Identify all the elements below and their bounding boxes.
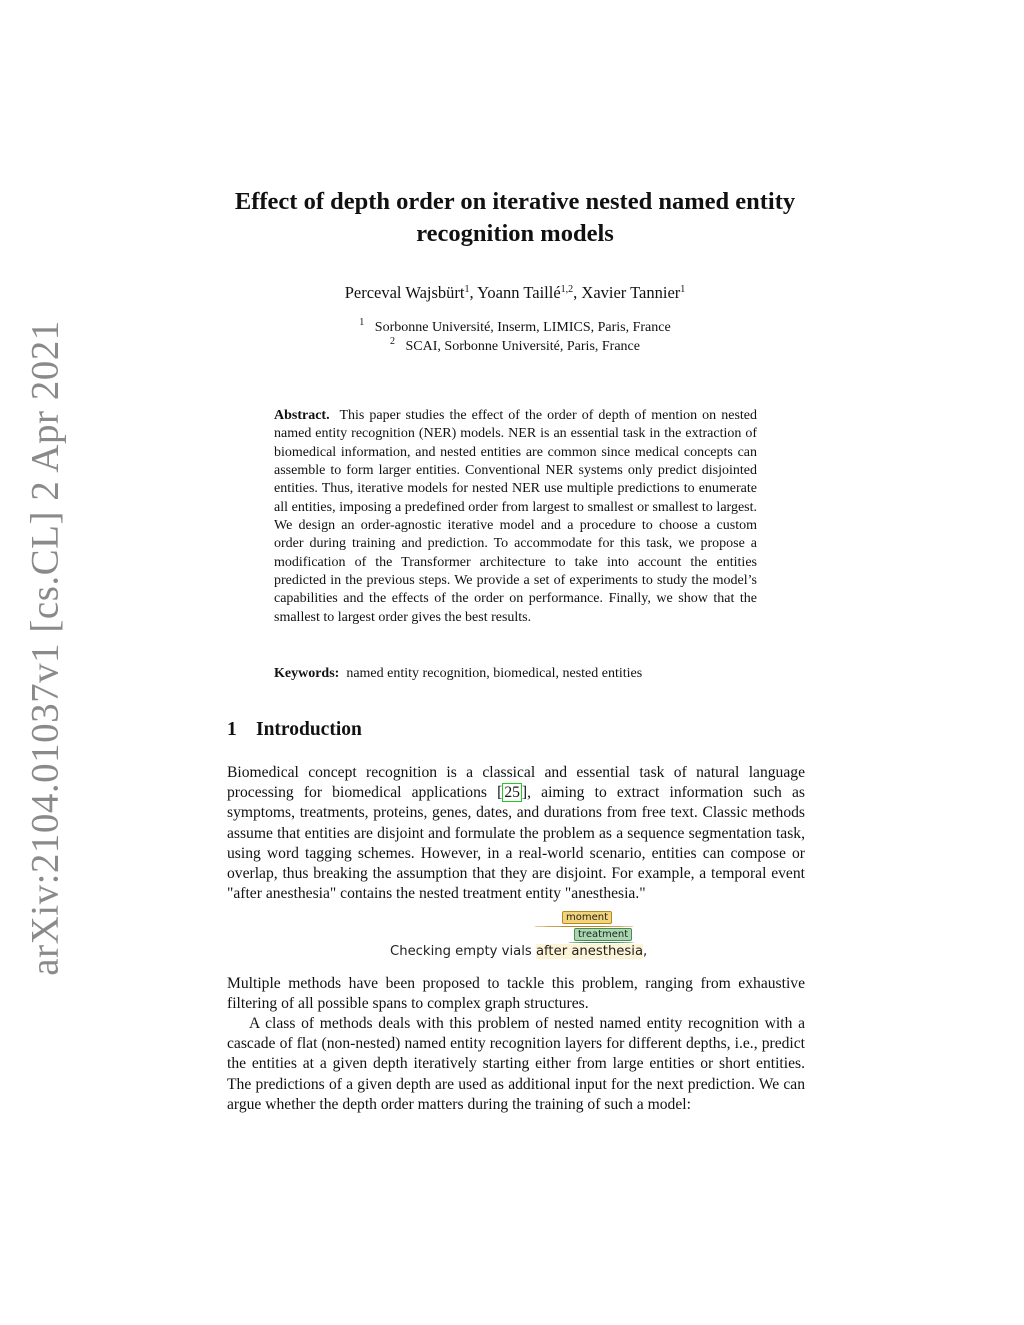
moment-span-bracket xyxy=(534,926,634,927)
citation-link[interactable]: 25 xyxy=(504,784,520,802)
affiliation-mark: 2 xyxy=(390,336,396,347)
arxiv-identifier: arXiv:2104.01037v1 [cs.CL] 2 Apr 2021 xyxy=(23,320,67,976)
intro-paragraph-1 xyxy=(227,763,805,904)
affiliation-marker: 1,2 xyxy=(560,284,574,295)
affiliation-2 xyxy=(200,337,830,356)
entity-annotation-figure xyxy=(388,906,648,966)
sentence-text: Checking empty vials xyxy=(390,944,536,959)
affiliation-marker: 1 xyxy=(680,284,686,295)
author-list xyxy=(200,282,830,304)
paper-title: Effect of depth order on iterative nested named entity recognition models xyxy=(234,188,796,247)
intro-paragraph-3: A class of methods deals with this problem of nested named entity recognition with a cascade of flat (non-nested) named entity recognition layers for different depths, i.e., predict the entities at a given depth iteratively starting either from large entities or short entities. The predictions of a given depth are used as additional input for the next prediction. We can argue whether the depth order matters during the training of such a model: xyxy=(227,1015,805,1113)
affiliation-mark: 1 xyxy=(359,317,365,328)
author-separator: , xyxy=(469,283,478,302)
keywords-label: Keywords: xyxy=(274,666,340,681)
sentence-token: after xyxy=(535,944,568,959)
section-heading xyxy=(227,718,362,742)
treatment-span-bracket xyxy=(568,942,634,943)
abstract-label: Abstract. xyxy=(274,408,330,423)
author-name: Yoann Taillé xyxy=(477,283,561,302)
author-name: Xavier Tannier xyxy=(581,283,681,302)
abstract xyxy=(274,407,757,627)
affiliation-text: SCAI, Sorbonne Université, Paris, France xyxy=(405,339,640,354)
affiliation-1 xyxy=(200,318,830,337)
entity-label-treatment: treatment xyxy=(574,928,632,941)
paragraph-text: Biomedical concept recognition is a classical and essential task of natural language processing for biomedical applications [ xyxy=(227,764,805,802)
sentence-punctuation: , xyxy=(643,944,648,959)
annotated-sentence xyxy=(390,944,647,959)
keywords-text: named entity recognition, biomedical, nested entities xyxy=(346,666,643,681)
affiliation-marker: 1 xyxy=(464,284,470,295)
paragraph-text: ], aiming to extract information such as symptoms, treatments, proteins, genes, dates, and durations from free text. Classic methods assume that entities are disjoint and formulate the problem as a sequence segmentation task, using word tagging schemes. However, in a real-world scenario, entities can compose or overlap, thus breaking the assumption that they are disjoint. For example, a temporal event "after anesthesia" contains the nested treatment entity "anesthesia." xyxy=(227,784,805,903)
section-title: Introduction xyxy=(256,719,362,740)
keywords xyxy=(274,665,757,683)
sentence-token: anesthesia xyxy=(571,944,644,959)
highlighted-entity xyxy=(536,944,643,959)
author-name: Perceval Wajsbürt xyxy=(344,283,465,302)
abstract-text: This paper studies the effect of the order of depth of mention on nested named entity recognition (NER) models. NER is an essential task in the extraction of biomedical information, and nested entities are common since medical concepts can assemble to form larger entities. Conventional NER systems only predict disjointed entities. Thus, iterative models for nested NER use multiple predictions to enumerate all entities, imposing a predefined order from largest to smallest or smallest to largest. We design an order-agnostic iterative model and a procedure to choose a custom order during training and prediction. To accommodate for this task, we propose a modification of the Transformer architecture to take into account the entities predicted in the previous steps. We provide a set of experiments to study the model’s capabilities and the effects of the order on performance. Finally, we show that the smallest to largest order gives the best results. xyxy=(274,408,757,625)
section-number: 1 xyxy=(227,719,237,740)
author-separator: , xyxy=(573,283,582,302)
affiliation-text: Sorbonne Université, Inserm, LIMICS, Paris, France xyxy=(374,320,671,335)
entity-label-moment: moment xyxy=(562,911,612,924)
intro-paragraph-2: Multiple methods have been proposed to tackle this problem, ranging from exhaustive filtering of all possible spans to complex graph structures. xyxy=(227,975,805,1013)
